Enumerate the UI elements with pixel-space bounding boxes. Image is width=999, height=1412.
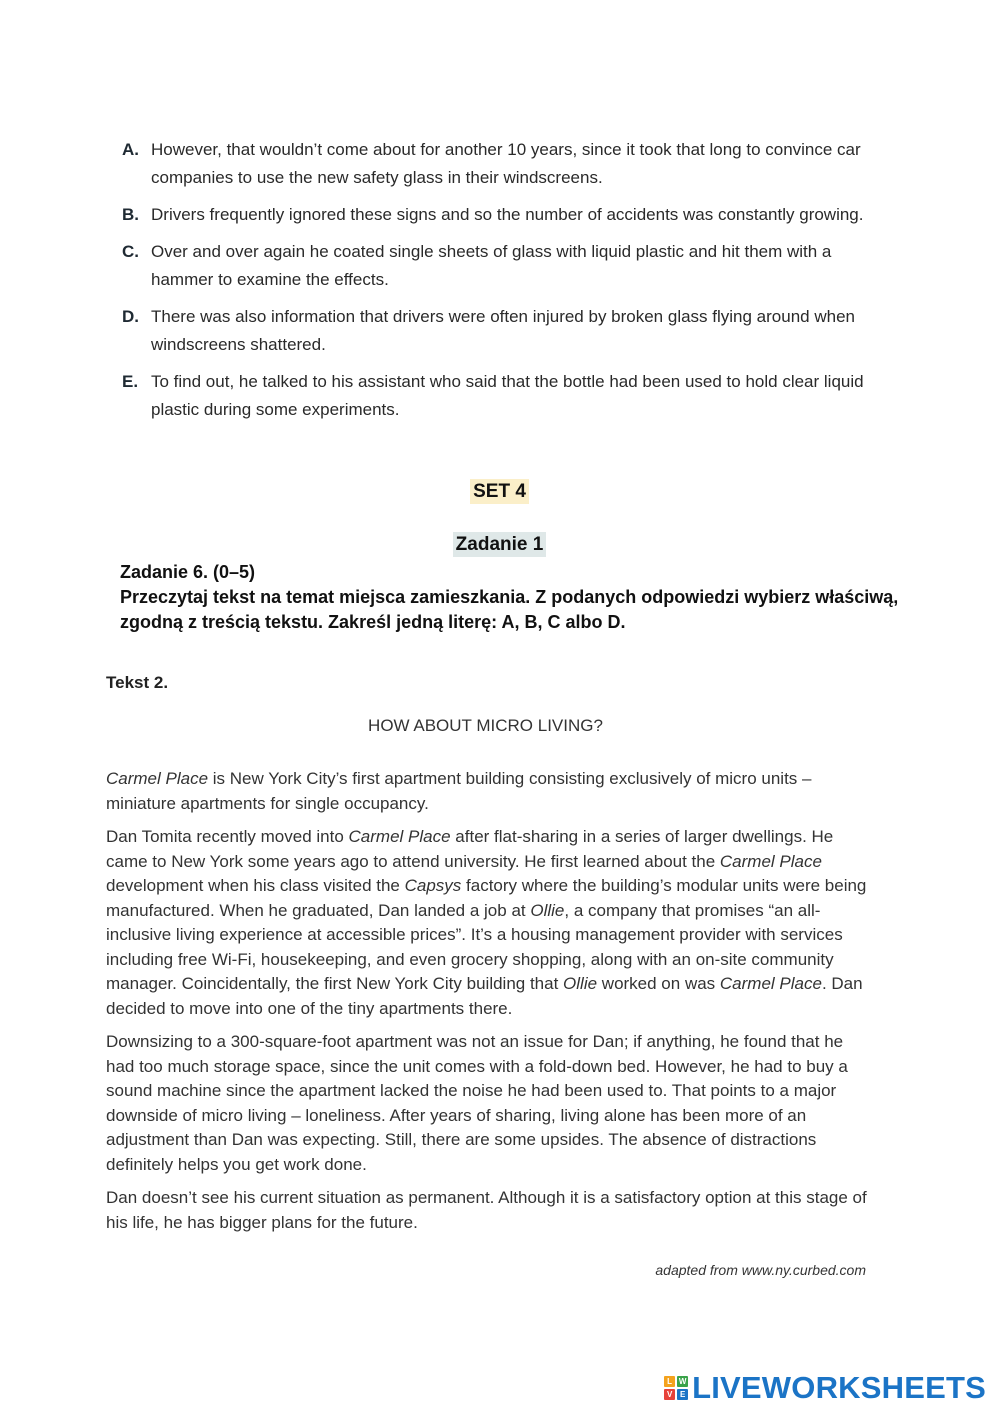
- option-letter: B.: [122, 205, 139, 224]
- italic-term: Capsys: [404, 876, 462, 895]
- option-text: To find out, he talked to his assistant who said that the bottle had been used to hold clear liquid plastic during some experiments.: [151, 372, 864, 419]
- paragraph-text: development when his class visited the: [106, 876, 405, 895]
- italic-term: Carmel Place: [719, 851, 822, 871]
- option-a: [122, 136, 892, 192]
- zadanie-heading: [0, 534, 999, 556]
- paragraph-text: , a company that promises “an all-inclusive living experience at accessible prices”. It’s a housing management provider with services including free Wi-Fi, housekeeping, and even grocery shopping, along with an on-site community manager. Coincidentally, the first New York City building that: [106, 900, 843, 993]
- option-letter: D.: [122, 307, 139, 326]
- task-instruction: [120, 560, 920, 635]
- zadanie-title: Zadanie 1: [453, 532, 547, 557]
- paragraph-text: is New York City’s first apartment building consisting exclusively of micro units – miniature apartments for single occupancy.: [106, 769, 812, 813]
- icon-letter-w: W: [678, 1377, 687, 1386]
- italic-term: Carmel Place: [719, 974, 822, 993]
- option-letter: A.: [122, 140, 139, 159]
- liveworksheets-icon: [664, 1376, 688, 1400]
- option-d: [122, 303, 892, 359]
- option-b: [122, 201, 892, 229]
- article-body: [106, 767, 876, 1244]
- brand-name: LIVEWORKSHEETS: [692, 1370, 986, 1405]
- option-text: There was also information that drivers were often injured by broken glass flying around when windscreens shattered.: [151, 307, 855, 354]
- italic-term: Carmel Place: [106, 769, 209, 788]
- paragraph-text: . Dan decided to move into one of the tiny apartments there.: [106, 974, 863, 1018]
- article-paragraph-1: [106, 767, 876, 816]
- option-e: [122, 368, 892, 424]
- article-paragraph-2: [106, 825, 876, 1021]
- icon-letter-e: E: [677, 1389, 688, 1400]
- paragraph-text: after flat-sharing in a series of larger dwellings. He came to New York some years ago to attend university. He first learned about the: [106, 827, 834, 871]
- option-text: However, that wouldn’t come about for another 10 years, since it took that long to convince car companies to use the new safety glass in their windscreens.: [151, 140, 861, 187]
- article-paragraph-4: Dan doesn’t see his current situation as permanent. Although it is a satisfactory option at this stage of his life, he has bigger plans for the future.: [106, 1188, 867, 1232]
- paragraph-text: worked on was: [597, 974, 720, 993]
- paragraph-text: factory where the building’s modular units were being manufactured. When he graduated, Dan landed a job at: [106, 876, 867, 920]
- italic-term: Ollie: [530, 900, 565, 920]
- liveworksheets-logo[interactable]: [664, 1370, 986, 1406]
- article-title: HOW ABOUT MICRO LIVING?: [368, 716, 603, 735]
- article-paragraph-3: Downsizing to a 300-square-foot apartment was not an issue for Dan; if anything, he found that he had too much storage space, since the unit comes with a fold-down bed. However, he had to buy a sound machine since the apartment lacked the noise he had been used to. That points to a major downside of micro living – loneliness. After years of sharing, living alone has been more of an adjustment than Dan was expecting. Still, there are some upsides. The absence of distractions definitely helps you get work done.: [106, 1032, 848, 1174]
- paragraph-text: Dan Tomita recently moved into: [106, 827, 349, 846]
- answer-options: [122, 136, 892, 433]
- source-credit: adapted from www.ny.curbed.com: [655, 1262, 866, 1278]
- option-letter: E.: [122, 372, 139, 391]
- option-text: Over and over again he coated single sheets of glass with liquid plastic and hit them with a hammer to examine the effects.: [151, 242, 832, 289]
- option-text: Drivers frequently ignored these signs and so the number of accidents was constantly growing.: [151, 205, 864, 224]
- option-letter: C.: [122, 242, 139, 261]
- text-label: Tekst 2.: [106, 673, 169, 692]
- task-number: Zadanie 6. (0–5): [120, 562, 256, 582]
- icon-letter-v: V: [664, 1389, 675, 1400]
- italic-term: Ollie: [563, 974, 598, 993]
- option-c: [122, 238, 892, 294]
- set-heading: [0, 481, 999, 503]
- icon-letter-l: L: [664, 1376, 675, 1387]
- set-title: SET 4: [470, 479, 529, 504]
- task-description: Przeczytaj tekst na temat miejsca zamieszkania. Z podanych odpowiedzi wybierz właściwą, zgodną z treścią tekstu. Zakreśl jedną literę: A, B, C albo D.: [120, 587, 899, 632]
- italic-term: Carmel Place: [348, 827, 451, 846]
